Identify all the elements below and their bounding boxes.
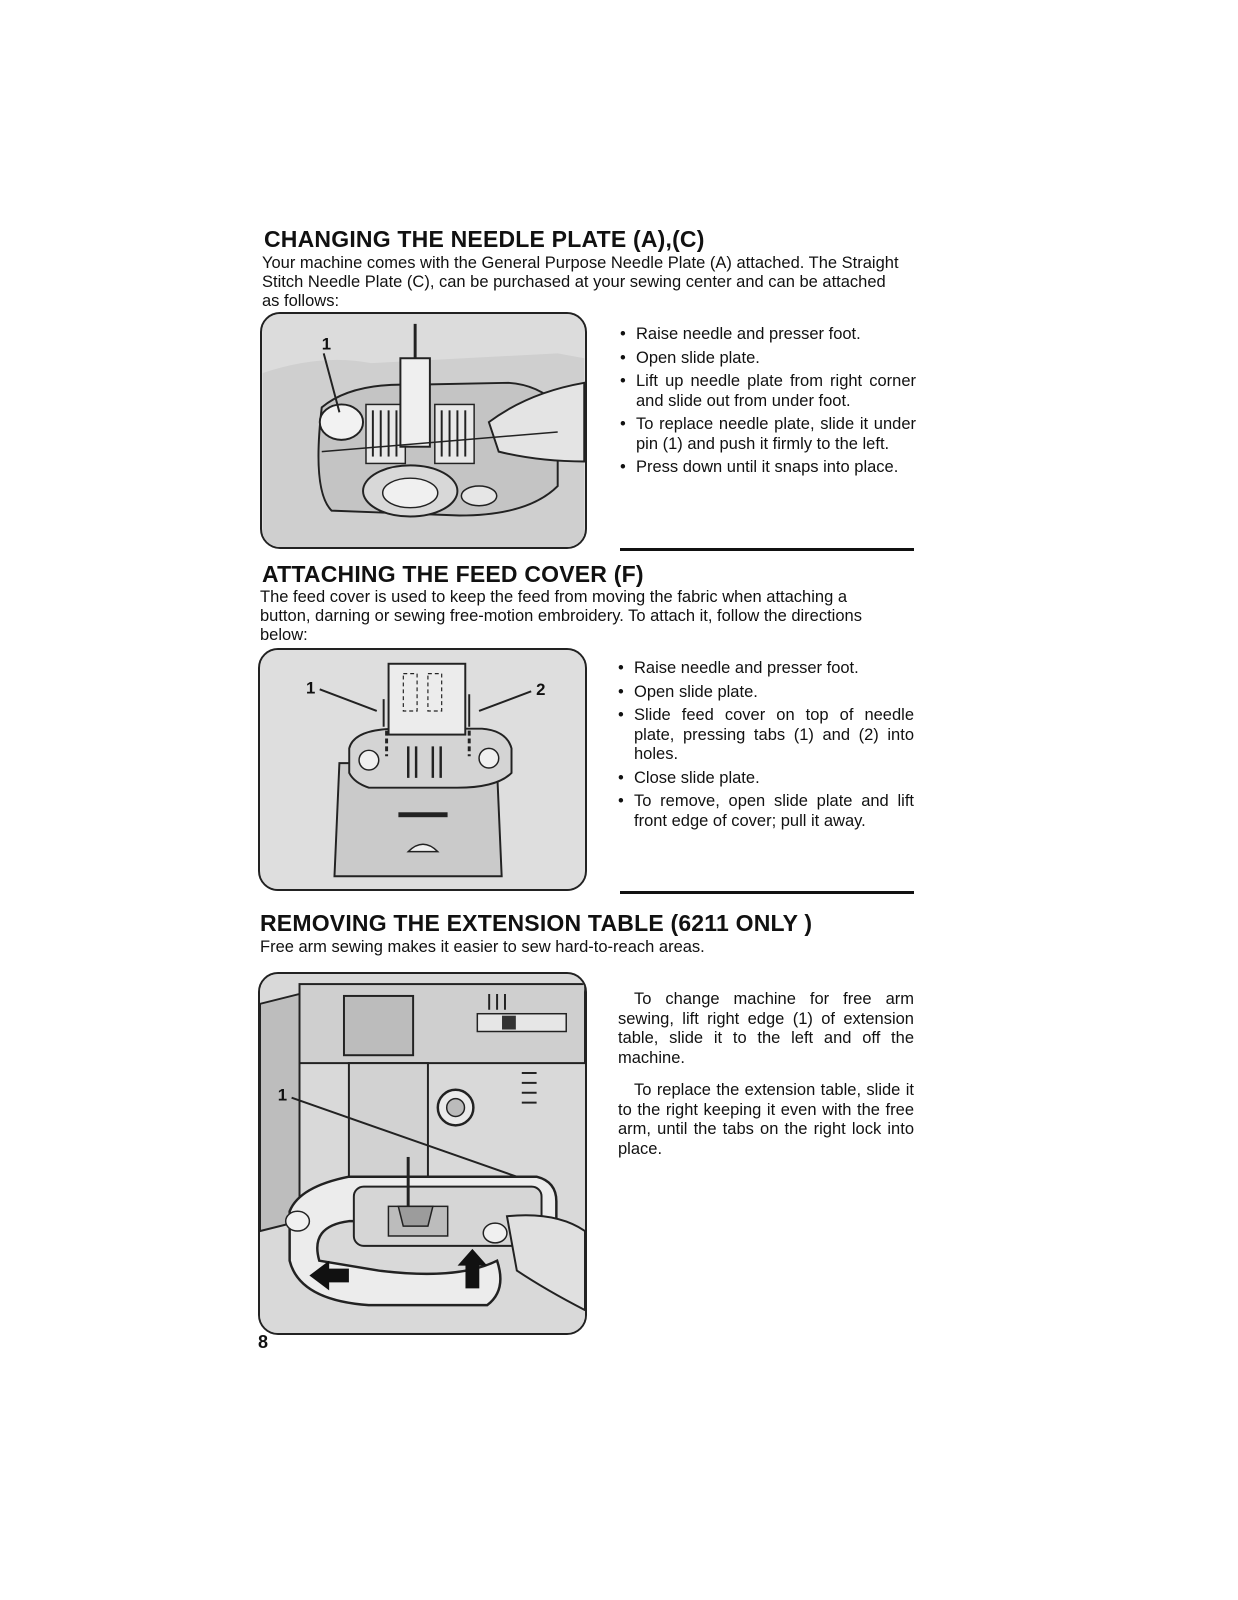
step-item: • Press down until it snaps into place.	[620, 458, 916, 478]
step-item: • Raise needle and presser foot.	[620, 325, 916, 345]
needle-plate-drawing	[262, 314, 585, 547]
step-item: • Raise needle and presser foot.	[618, 659, 914, 679]
figure-callout-2: 2	[536, 680, 546, 700]
instruction-paragraph: To replace the extension table, slide it to the right keeping it even with the free arm, until the tabs on the right lock into place.	[618, 1081, 914, 1158]
extension-table-drawing	[260, 974, 585, 1333]
step-item: • Slide feed cover on top of needle plate, pressing tabs (1) and (2) into holes.	[618, 706, 914, 765]
needle-plate-steps	[620, 325, 916, 482]
extension-table-illustration	[258, 972, 587, 1335]
instruction-paragraph: To change machine for free arm sewing, lift right edge (1) of extension table, slide it to the left and off the machine.	[618, 990, 914, 1067]
section-heading-extension-table: REMOVING THE EXTENSION TABLE (6211 ONLY )	[260, 910, 813, 936]
needle-plate-illustration	[260, 312, 587, 549]
section-heading-feed-cover: ATTACHING THE FEED COVER (F)	[262, 561, 644, 587]
section-divider	[620, 891, 914, 894]
section-intro-needle-plate: Your machine comes with the General Purpose Needle Plate (A) attached. The Straight Stitch Needle Plate (C), can be purchased at your sewing center and can be attached as follows:	[262, 254, 899, 310]
page-number: 8	[258, 1332, 269, 1352]
section-divider	[620, 548, 914, 551]
section-intro-feed-cover: The feed cover is used to keep the feed from moving the fabric when attaching a button, darning or sewing free-motion embroidery. To attach it, follow the directions below:	[260, 588, 862, 644]
figure-callout-1: 1	[321, 334, 332, 354]
feed-cover-illustration	[258, 648, 587, 891]
step-item: • Open slide plate.	[620, 349, 916, 369]
section-heading-needle-plate: CHANGING THE NEEDLE PLATE (A),(C)	[264, 226, 705, 252]
extension-table-instructions	[618, 990, 914, 1172]
step-item: • To replace needle plate, slide it under pin (1) and push it firmly to the left.	[620, 415, 916, 454]
feed-cover-steps	[618, 659, 914, 835]
step-item: • Lift up needle plate from right corner and slide out from under foot.	[620, 372, 916, 411]
feed-cover-drawing	[260, 650, 585, 889]
step-item: • To remove, open slide plate and lift front edge of cover; pull it away.	[618, 792, 914, 831]
figure-callout-1: 1	[305, 678, 316, 698]
step-item: • Close slide plate.	[618, 769, 914, 789]
section-intro-extension-table: Free arm sewing makes it easier to sew hard-to-reach areas.	[260, 938, 705, 956]
figure-callout-1: 1	[277, 1085, 288, 1105]
step-item: • Open slide plate.	[618, 683, 914, 703]
